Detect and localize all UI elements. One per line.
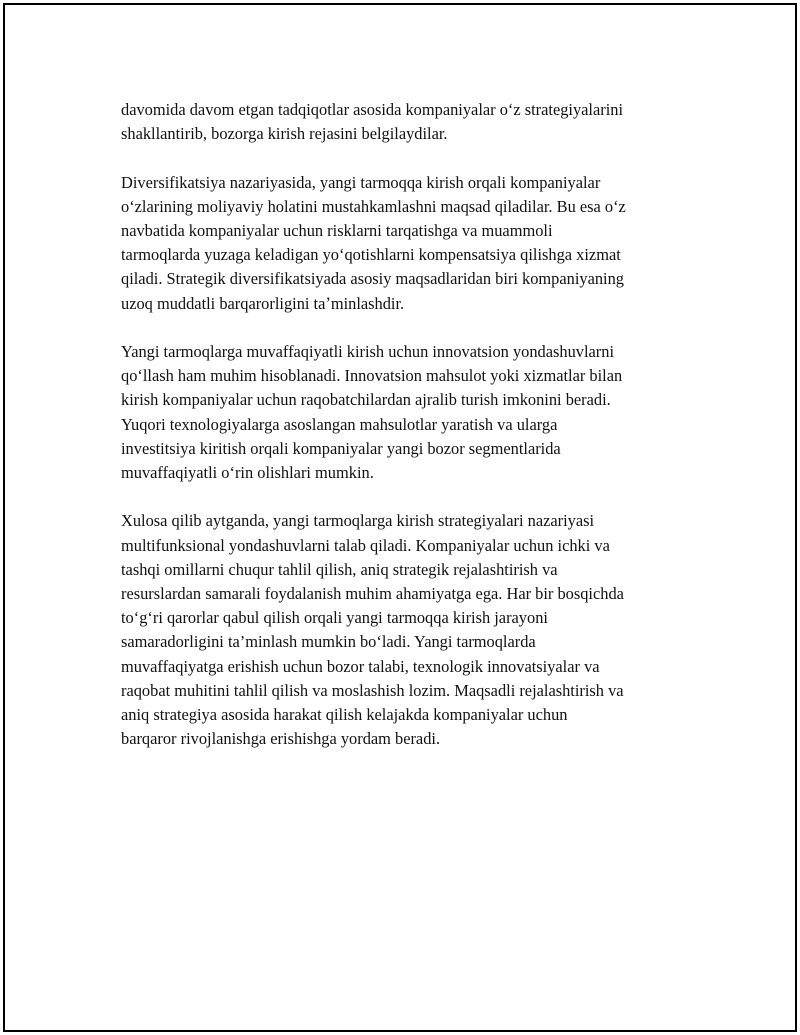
page-frame (3, 3, 797, 1032)
paragraph-3: Yangi tarmoqlarga muvaffaqiyatli kirish uchun innovatsion yondashuvlarni qo‘llash ham muhim hisoblanadi. Innovatsion mahsulot yoki xizmatlar bilan kirish kompaniyalar uchun raqobatchilardan ajralib turish imkonini beradi. Yuqori texnologiyalarga asoslangan mahsulotlar yaratish va ularga investitsiya kiritish orqali kompaniyalar yangi bozor segmentlarida muvaffaqiyatli o‘rin olishlari mumkin. (121, 342, 623, 483)
paragraph-1: davomida davom etgan tadqiqotlar asosida kompaniyalar o‘z strategiyalarini shakllantirib, bozorga kirish rejasini belgilaydilar. (121, 100, 624, 144)
page-body (121, 98, 711, 776)
paragraph-4: Xulosa qilib aytganda, yangi tarmoqlarga kirish strategiyalari nazariyasi multifunksional yondashuvlarni talab qiladi. Kompaniyalar uchun ichki va tashqi omillarni chuqur tahlil qilish, aniq strategik rejalashtirish va resurslardan samarali foydalanish muhim ahamiyatga ega. Har bir bosqichda to‘g‘ri qarorlar qabul qilish orqali yangi tarmoqqa kirish jarayoni samaradorligini ta’minlash mumkin bo‘ladi. Yangi tarmoqlarda muvaffaqiyatga erishish uchun bozor talabi, texnologik innovatsiyalar va raqobat muhitini tahlil qilish va moslashish lozim. Maqsadli rejalashtirish va aniq strategiya asosida harakat qilish kelajakda kompaniyalar uchun barqaror rivojlanishga erishishga yordam beradi. (121, 511, 624, 749)
paragraph-2: Diversifikatsiya nazariyasida, yangi tarmoqqa kirish orqali kompaniyalar o‘zlarining moliyaviy holatini mustahkamlashni maqsad qiladilar. Bu esa o‘z navbatida kompaniyalar uchun risklarni tarqatishga va muammoli tarmoqlarda yuzaga keladigan yo‘qotishlarni kompensatsiya qilishga xizmat qiladi. Strategik diversifikatsiyada asosiy maqsadlaridan biri kompaniyaning uzoq muddatli barqarorligini taʼminlashdir. (121, 172, 626, 313)
